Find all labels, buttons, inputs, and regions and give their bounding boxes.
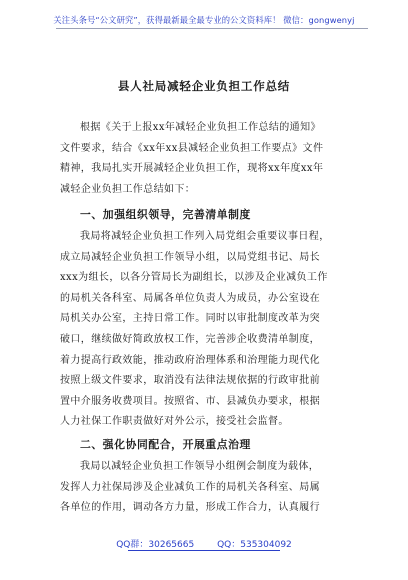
text-line: 局机关办公室，主持日常工作。同时以审批制度改革为突 <box>60 313 320 325</box>
intro-paragraph <box>60 118 356 200</box>
footer-contact <box>0 537 408 550</box>
text-line: 按照上级文件要求，取消没有法律法规依据的行政审批前 <box>60 375 320 387</box>
section-2-paragraph <box>60 457 356 519</box>
text-line: xxx为组长，以各分管局长为副组长，以涉及企业减负工作 <box>60 272 328 284</box>
text-line: 我局以减轻企业负担工作领导小组例会制度为载体， <box>80 461 320 472</box>
text-line: 着力提高行政效能，推动政府治理体系和治理能力现代化 <box>60 354 320 366</box>
header-divider <box>56 28 368 29</box>
text-line: 减轻企业负担工作总结如下： <box>60 183 196 195</box>
text-line: 我局将减轻企业负担工作列入局党组会重要议事日程， <box>80 231 330 242</box>
header-note: 关注头条号“公文研究”，获得最新最全最专业的公文资料库！ 微信：gongwenyj <box>53 15 355 25</box>
text-line: 精神，我局扎实开展减轻企业负担工作，现将xx年度xx年 <box>60 163 324 175</box>
text-line: 人力社保工作职责做好对外公示，接受社会监督。 <box>60 416 289 428</box>
text-line: 文件要求，结合《xx年xx县减轻企业负担工作要点》文件 <box>60 142 324 154</box>
text-line: 的局机关各科室、局属各单位负责人为成员，办公室设在 <box>60 292 320 304</box>
text-line: 发挥人力社保局涉及企业减负工作的局机关各科室、局属 <box>60 481 320 493</box>
section-1-paragraph <box>60 227 356 433</box>
text-line: 置中介服务收费项目。按照省、市、县减负办要求，根据 <box>60 395 320 407</box>
document-title: 县人社局减轻企业负担工作总结 <box>117 79 291 93</box>
qq-number: QQ：535304092 <box>217 540 292 550</box>
text-line: 根据《关于上报xx年减轻企业负担工作总结的通知》 <box>80 122 321 133</box>
section-1-heading: 一、加强组织领导，完善清单制度 <box>80 208 251 221</box>
footer-underline <box>128 550 280 551</box>
section-2-heading: 二、强化协同配合，开展重点治理 <box>80 438 251 451</box>
text-line: 成立局减轻企业负担工作领导小组，以局党组书记、局长 <box>60 251 320 263</box>
text-line: 破口，继续做好简政放权工作，完善涉企收费清单制度， <box>60 333 320 345</box>
qq-group-number: QQ群：30265665 <box>116 540 195 550</box>
text-line: 各单位的作用，调动各方力量，形成工作合力，认真履行 <box>60 502 320 514</box>
